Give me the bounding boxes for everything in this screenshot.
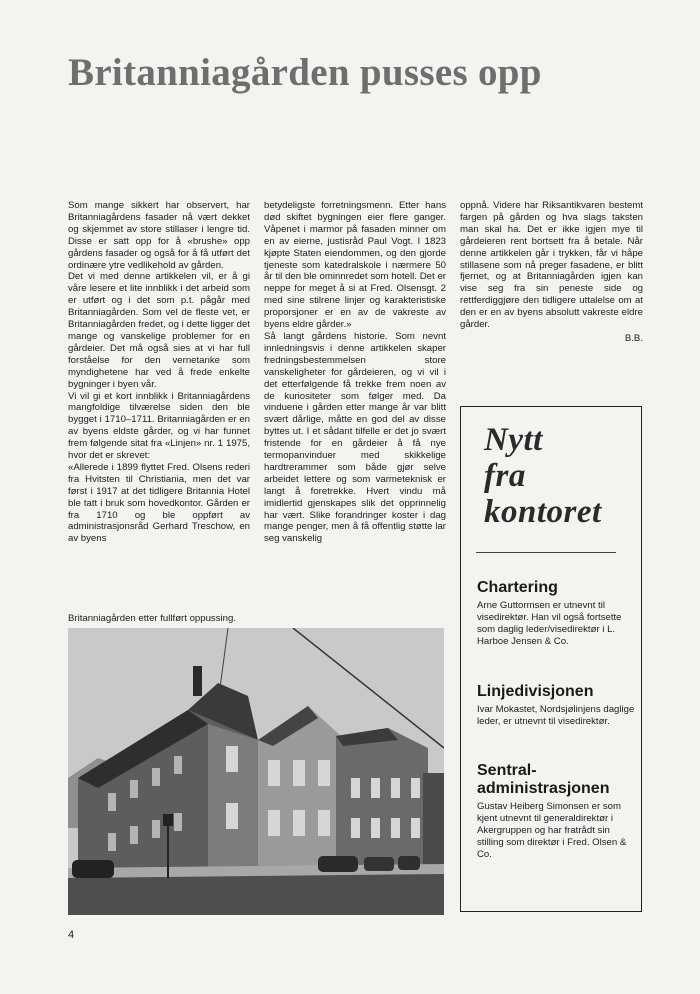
logo-line: kontoret <box>484 494 602 530</box>
paragraph: Det vi med denne artikkelen vil, er å gi våre lesere et lite innblikk i det arbeid som er utført og i det som p.t. pågår med Britanniagården. Som vel de fleste vet, er Britanniagården fredet, og i dette ligger det mange og vanskelige problemer for en gårdeier. Det må også sies at vi har full forståelse for den vernetanke som myndighetene har ved å frede enkelte bygninger i byen vår. <box>68 271 250 390</box>
section-text: Ivar Mokastet, Nordsjølinjens daglige leder, er utnevnt til visedirektør. <box>477 704 635 727</box>
article-column-2 <box>264 200 446 545</box>
paragraph: «Allerede i 1899 flyttet Fred. Olsens rederi fra Hvitsten til Christiania, men det var først i 1917 at det tidligere Britannia Hotel ble tatt i bruk som hovedkontor. Gården er fra 1710 og ble oppført av administrasjonsråd Gerhard Treschow, en av byens <box>68 461 250 545</box>
article-title: Britanniagården pusses opp <box>68 51 542 94</box>
paragraph: Som mange sikkert har observert, har Britanniagårdens fasader nå vært dekket og skjemmet av store stillaser i lengre tid. Disse er satt opp for å «brushe» opp gårdens fasader og også for å få utført det ordinære ytre vedlikehold av gården. <box>68 200 250 271</box>
sidebar-logo <box>484 422 602 530</box>
section-heading: Sentral- administrasjonen <box>477 762 610 797</box>
sidebar-divider <box>476 552 616 553</box>
article-column-1 <box>68 200 250 545</box>
logo-line: Nytt <box>484 422 543 458</box>
building-photo <box>68 628 444 915</box>
section-linjedivisjonen <box>477 683 635 728</box>
paragraph: Så langt gårdens historie. Som nevnt innledningsvis i denne artikkelen skaper fredningsbestemmelsen store vanskeligheter for gårdeieren, og vi vil i det etterfølgende få trekke frem noen av de kuriositeter som følger med. Da vinduene i gården etter mange år var blitt svært dårlige, måtte en god del av disse byttes ut. I et sådant tilfelle er det jo svært fristende for en gårdeier å få nye termopanvinduer med skikkelige hardtrerammer som både gjør selve arbeidet lettere og som varmeteknisk er langt å foretrekke. Hvert vindu må imidlertid gjenskapes slik det opprinnelig har vært. Slike forandringer koster i dag mange penger, men å få offentlig støtte lar seg vanskelig <box>264 330 446 545</box>
page-number: 4 <box>68 929 75 941</box>
section-text: Arne Guttormsen er utnevnt til visedirektør. Han vil også fortsette som daglig leder/visedirektør i L. Harboe Jensen & Co. <box>477 600 622 647</box>
section-heading: Chartering <box>477 579 558 596</box>
section-heading: Linjedivisjonen <box>477 683 594 700</box>
section-chartering <box>477 579 635 648</box>
section-sentraladministrasjonen <box>477 762 635 861</box>
paragraph: Vi vil gi et kort innblikk i Britanniagårdens mangfoldige tilværelse siden den ble bygget i 1710–1711. Britanniagården er en av byens eldste gårder, og vi har funnet frem følgende sitat fra «Linjen» nr. 1 1975, hvor det er skrevet: <box>68 390 250 462</box>
logo-line: fra <box>484 458 526 494</box>
paragraph: betydeligste forretningsmenn. Etter hans død skiftet bygningen eier flere ganger. Våpenet i marmor på fasaden minner om en av eierne, justisråd Paul Vogt. I 1823 kjøpte Staten eiendommen, og den gjorde tjeneste som katedralskole i nærmere 50 år til den ble ominnredet som hotell. Det er neppe for meget å si at Fred. Olsensgt. 2 med sine stilrene linjer og karakteristiske proporsjoner er en av de vakreste av byens eldre gårder.» <box>264 200 446 331</box>
article-column-3 <box>460 200 643 345</box>
section-text: Gustav Heiberg Simonsen er som kjent utnevnt til generaldirektør i Akergruppen og har fratrådt sin stilling som direktør i Fred. Olsen & Co. <box>477 801 627 860</box>
author-signature: B.B. <box>624 332 643 344</box>
building-photo-illustration <box>68 628 444 915</box>
news-sidebar <box>460 406 642 912</box>
photo-caption: Britanniagården etter fullført oppussing. <box>68 613 236 624</box>
paragraph: oppnå. Videre har Riksantikvaren bestemt fargen på gården og hva slags taksten man skal ha. Det er ikke igjen mye til gårdeieren rent bortsett fra å betale. Når denne artikkelen går i trykken, får vi håpe stillasene som nå preger fasadene, er blitt fjernet, og at Britanniagården igjen kan vise seg fra sin peneste side og rettferdiggjøre den tidligere uttalelse om at den er en av byens absolutt vakreste eldre gårder. <box>460 200 643 331</box>
